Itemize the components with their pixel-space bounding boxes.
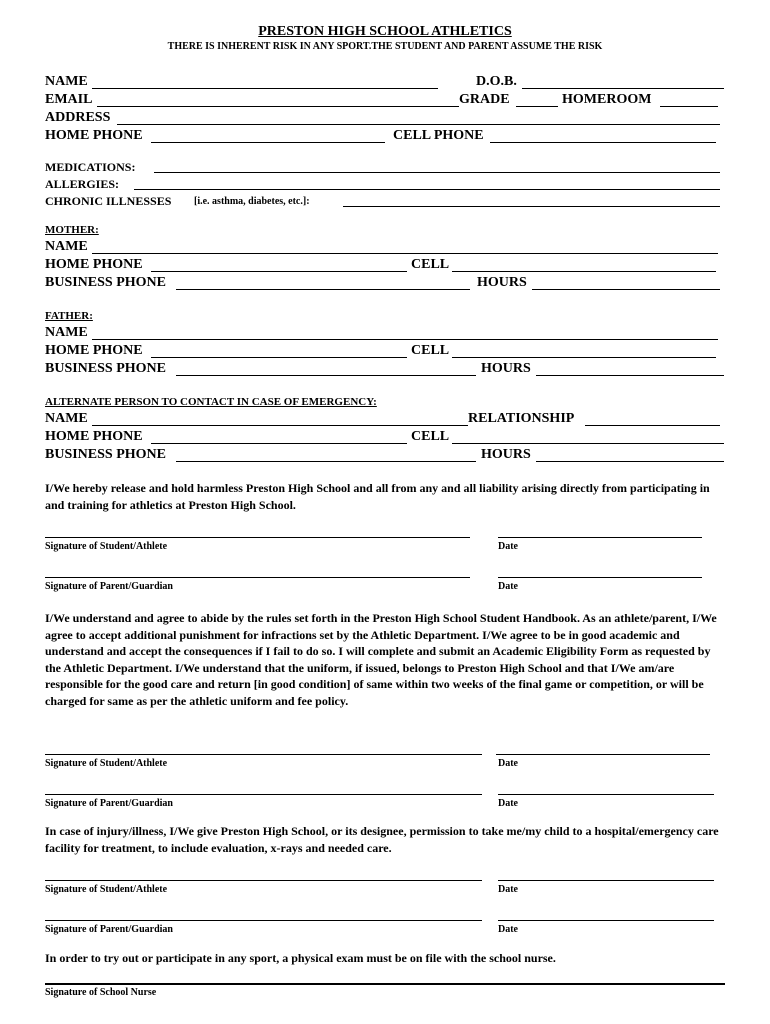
homeroom-field[interactable] [660, 106, 718, 107]
rules-paragraph: I/We understand and agree to abide by the rules set forth in the Preston High School Student Handbook. As an athlete/parent, I/We agree to accept additional punishment for infractions set by the Athletic Department. I/We agree to be in good academic and understand and accept the consequences if I fail to do so. I will complete and submit an Academic Eligibility Form as requested by the Athletic Department. I/We understand that the uniform, if issued, belongs to Preston High School and that I/We am/are responsible for the good care and return [in good condition] of same within two weeks of the final game or competition, or will be charged for same as per the athletic uniform and fee policy. [45, 611, 717, 708]
alternate-name-label: NAME [45, 411, 88, 426]
injury-parent-date-label: Date [498, 924, 518, 935]
mother-name-label: NAME [45, 239, 88, 254]
email-field[interactable] [97, 106, 459, 107]
mother-heading: MOTHER: [45, 224, 99, 236]
nurse-signature-label: Signature of School Nurse [45, 987, 157, 998]
medications-field[interactable] [154, 172, 720, 173]
injury-student-date-line[interactable] [498, 880, 714, 881]
release-student-date-line[interactable] [498, 537, 702, 538]
cell-phone-label: CELL PHONE [393, 128, 484, 143]
chronic-illnesses-label: CHRONIC ILLNESSES [45, 194, 172, 208]
home-phone-field[interactable] [151, 142, 385, 143]
rules-student-date-label: Date [498, 758, 518, 769]
father-home-phone-field[interactable] [151, 357, 407, 358]
chronic-illnesses-hint: [i.e. asthma, diabetes, etc.]: [194, 196, 310, 207]
alternate-hours-label: HOURS [481, 447, 531, 462]
rules-parent-signature-label: Signature of Parent/Guardian [45, 798, 173, 809]
father-hours-field[interactable] [536, 375, 724, 376]
injury-paragraph: In case of injury/illness, I/We give Preston High School, or its designee, permission to take me/my child to a hospital/emergency care facility for treatment, to include evaluation, x-rays and needed care. [45, 824, 719, 855]
address-field[interactable] [117, 124, 720, 125]
release-parent-signature-line[interactable] [45, 577, 470, 578]
release-paragraph: I/We hereby release and hold harmless Preston High School and all from any and all liability arising directly from participating in and training for athletics at Preston High School. [45, 481, 710, 512]
alternate-home-phone-field[interactable] [151, 443, 407, 444]
alternate-heading: ALTERNATE PERSON TO CONTACT IN CASE OF EMERGENCY: [45, 396, 377, 408]
mother-business-phone-label: BUSINESS PHONE [45, 275, 166, 290]
rules-parent-signature-line[interactable] [45, 794, 482, 795]
medications-label: MEDICATIONS: [45, 160, 136, 174]
mother-hours-field[interactable] [532, 289, 720, 290]
dob-label: D.O.B. [476, 74, 517, 89]
injury-parent-date-line[interactable] [498, 920, 714, 921]
injury-parent-signature-line[interactable] [45, 920, 482, 921]
release-parent-signature-label: Signature of Parent/Guardian [45, 581, 173, 592]
alternate-hours-field[interactable] [536, 461, 724, 462]
injury-student-signature-label: Signature of Student/Athlete [45, 884, 168, 895]
alternate-cell-label: CELL [411, 429, 450, 444]
father-hours-label: HOURS [481, 361, 531, 376]
mother-hours-label: HOURS [477, 275, 527, 290]
release-parent-date-label: Date [498, 581, 518, 592]
rules-parent-date-label: Date [498, 798, 518, 809]
grade-label: GRADE [459, 92, 510, 107]
rules-student-date-line[interactable] [496, 754, 710, 755]
address-label: ADDRESS [45, 110, 111, 125]
rules-student-signature-line[interactable] [45, 754, 482, 755]
alternate-home-phone-label: HOME PHONE [45, 429, 143, 444]
father-heading: FATHER: [45, 310, 93, 322]
alternate-business-phone-field[interactable] [176, 461, 476, 462]
father-cell-label: CELL [411, 343, 450, 358]
physical-exam-paragraph: In order to try out or participate in any sport, a physical exam must be on file with the school nurse. [45, 951, 556, 965]
release-parent-date-line[interactable] [498, 577, 702, 578]
grade-field[interactable] [516, 106, 558, 107]
homeroom-label: HOMEROOM [562, 92, 652, 107]
mother-home-phone-field[interactable] [151, 271, 407, 272]
home-phone-label: HOME PHONE [45, 128, 143, 143]
relationship-label: RELATIONSHIP [468, 411, 575, 426]
mother-cell-field[interactable] [452, 271, 716, 272]
release-student-signature-line[interactable] [45, 537, 470, 538]
father-business-phone-field[interactable] [176, 375, 476, 376]
alternate-name-field[interactable] [92, 425, 468, 426]
father-cell-field[interactable] [452, 357, 716, 358]
allergies-field[interactable] [134, 189, 720, 190]
father-name-label: NAME [45, 325, 88, 340]
nurse-signature-line[interactable] [45, 983, 725, 985]
father-name-field[interactable] [92, 339, 718, 340]
alternate-business-phone-label: BUSINESS PHONE [45, 447, 166, 462]
father-business-phone-label: BUSINESS PHONE [45, 361, 166, 376]
father-home-phone-label: HOME PHONE [45, 343, 143, 358]
mother-cell-label: CELL [411, 257, 450, 272]
release-student-date-label: Date [498, 541, 518, 552]
mother-business-phone-field[interactable] [176, 289, 470, 290]
mother-name-field[interactable] [92, 253, 718, 254]
form-title: PRESTON HIGH SCHOOL ATHLETICS [258, 24, 512, 39]
injury-student-signature-line[interactable] [45, 880, 482, 881]
mother-home-phone-label: HOME PHONE [45, 257, 143, 272]
injury-student-date-label: Date [498, 884, 518, 895]
name-label: NAME [45, 74, 88, 89]
form-subtitle: THERE IS INHERENT RISK IN ANY SPORT.THE STUDENT AND PARENT ASSUME THE RISK [167, 41, 603, 52]
rules-parent-date-line[interactable] [498, 794, 714, 795]
chronic-illnesses-field[interactable] [343, 206, 720, 207]
alternate-cell-field[interactable] [452, 443, 724, 444]
name-field[interactable] [92, 88, 438, 89]
release-student-signature-label: Signature of Student/Athlete [45, 541, 168, 552]
relationship-field[interactable] [585, 425, 720, 426]
allergies-label: ALLERGIES: [45, 177, 120, 191]
rules-student-signature-label: Signature of Student/Athlete [45, 758, 168, 769]
dob-field[interactable] [522, 88, 724, 89]
injury-parent-signature-label: Signature of Parent/Guardian [45, 924, 173, 935]
email-label: EMAIL [45, 92, 93, 107]
cell-phone-field[interactable] [490, 142, 716, 143]
